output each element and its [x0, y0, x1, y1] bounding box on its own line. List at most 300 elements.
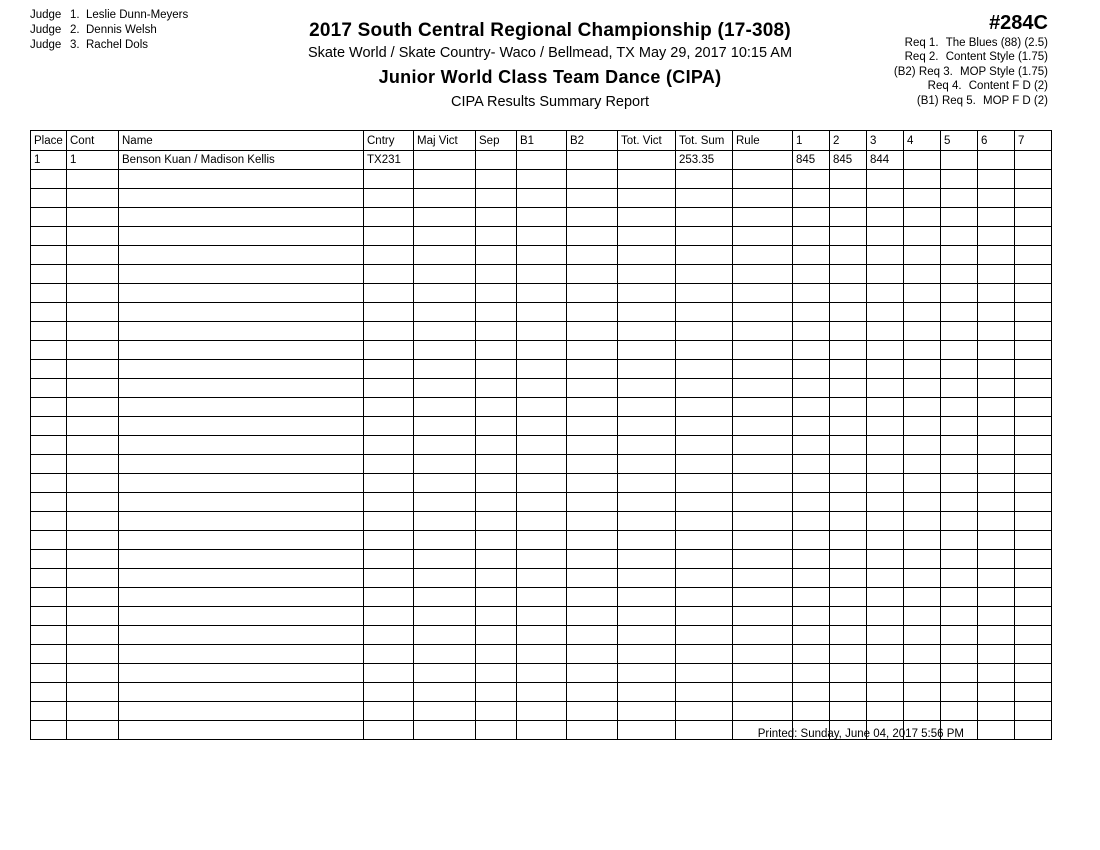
cell-rule: [733, 683, 793, 702]
cell-b1: [517, 455, 567, 474]
cell-b2: [567, 493, 618, 512]
cell-j7: [1015, 398, 1052, 417]
cell-j6: [978, 683, 1015, 702]
cell-totvict: [618, 645, 676, 664]
cell-cont: [67, 683, 119, 702]
table-row-empty[interactable]: [31, 189, 1052, 208]
cell-j4: [904, 474, 941, 493]
cell-j4: [904, 170, 941, 189]
cell-j3: [867, 664, 904, 683]
cell-cont: [67, 645, 119, 664]
cell-sep: [476, 379, 517, 398]
cell-place: [31, 626, 67, 645]
cell-cntry: [364, 702, 414, 721]
cell-j2: [830, 493, 867, 512]
cell-j6: [978, 569, 1015, 588]
cell-place: [31, 531, 67, 550]
cell-place: [31, 664, 67, 683]
cell-totsum: [676, 322, 733, 341]
table-row-empty[interactable]: [31, 303, 1052, 322]
cell-b1: [517, 170, 567, 189]
cell-j4: [904, 702, 941, 721]
table-row-empty[interactable]: [31, 664, 1052, 683]
cell-totvict: [618, 683, 676, 702]
cell-rule: [733, 265, 793, 284]
cell-name: [119, 607, 364, 626]
column-header-sep: Sep: [476, 131, 517, 151]
judge-number: 3.: [70, 39, 80, 51]
cell-b2: [567, 246, 618, 265]
column-header-j1: 1: [793, 131, 830, 151]
cell-majvict: [414, 664, 476, 683]
cell-name: Benson Kuan / Madison Kellis: [119, 151, 364, 170]
cell-j2: [830, 664, 867, 683]
cell-j1: [793, 588, 830, 607]
cell-majvict: [414, 474, 476, 493]
cell-totvict: [618, 170, 676, 189]
cell-cntry: [364, 683, 414, 702]
table-row-empty[interactable]: [31, 531, 1052, 550]
table-row-empty[interactable]: [31, 569, 1052, 588]
cell-j6: [978, 417, 1015, 436]
cell-totvict: [618, 436, 676, 455]
cell-b2: [567, 512, 618, 531]
table-row-empty[interactable]: [31, 360, 1052, 379]
cell-j2: [830, 474, 867, 493]
cell-b1: [517, 322, 567, 341]
cell-name: [119, 550, 364, 569]
cell-cntry: [364, 721, 414, 740]
cell-j2: [830, 436, 867, 455]
judge-name: Leslie Dunn-Meyers: [86, 9, 189, 21]
cell-j3: [867, 645, 904, 664]
cell-j3: [867, 360, 904, 379]
cell-totvict: [618, 417, 676, 436]
cell-j6: [978, 550, 1015, 569]
cell-j3: [867, 569, 904, 588]
cell-rule: [733, 170, 793, 189]
cell-rule: [733, 493, 793, 512]
cell-j3: [867, 436, 904, 455]
cell-j1: 845: [793, 151, 830, 170]
cell-b2: [567, 455, 618, 474]
cell-totsum: [676, 607, 733, 626]
cell-b2: [567, 208, 618, 227]
cell-totsum: [676, 208, 733, 227]
cell-j6: [978, 607, 1015, 626]
cell-totvict: [618, 360, 676, 379]
cell-place: [31, 474, 67, 493]
cell-rule: [733, 379, 793, 398]
cell-j4: [904, 645, 941, 664]
table-row-empty[interactable]: [31, 626, 1052, 645]
cell-j7: [1015, 208, 1052, 227]
cell-j2: [830, 208, 867, 227]
cell-j7: [1015, 189, 1052, 208]
table-row-empty[interactable]: [31, 284, 1052, 303]
cell-totsum: [676, 702, 733, 721]
cell-cont: [67, 569, 119, 588]
cell-cntry: [364, 341, 414, 360]
requirement-item: [873, 65, 1048, 80]
cell-b2: [567, 436, 618, 455]
table-row-empty[interactable]: [31, 227, 1052, 246]
cell-majvict: [414, 531, 476, 550]
table-row-empty[interactable]: [31, 645, 1052, 664]
table-row-empty[interactable]: [31, 417, 1052, 436]
cell-totvict: [618, 569, 676, 588]
cell-j1: [793, 702, 830, 721]
cell-totsum: [676, 284, 733, 303]
cell-rule: [733, 151, 793, 170]
column-header-totsum: Tot. Sum: [676, 131, 733, 151]
cell-sep: [476, 455, 517, 474]
cell-cntry: [364, 227, 414, 246]
cell-majvict: [414, 607, 476, 626]
cell-j7: [1015, 322, 1052, 341]
cell-name: [119, 189, 364, 208]
cell-j5: [941, 417, 978, 436]
cell-totsum: [676, 721, 733, 740]
cell-place: [31, 455, 67, 474]
cell-cntry: TX231: [364, 151, 414, 170]
cell-sep: [476, 417, 517, 436]
cell-totsum: [676, 265, 733, 284]
table-row-empty[interactable]: [31, 436, 1052, 455]
cell-cntry: [364, 512, 414, 531]
cell-j5: [941, 360, 978, 379]
cell-j1: [793, 227, 830, 246]
cell-j6: [978, 303, 1015, 322]
cell-b1: [517, 398, 567, 417]
cell-j2: [830, 607, 867, 626]
cell-rule: [733, 474, 793, 493]
cell-j6: [978, 493, 1015, 512]
cell-cont: [67, 702, 119, 721]
cell-b2: [567, 265, 618, 284]
championship-title: 2017 South Central Regional Championship (17-308): [309, 20, 791, 41]
table-row-empty[interactable]: [31, 493, 1052, 512]
cell-totsum: [676, 550, 733, 569]
cell-sep: [476, 664, 517, 683]
table-row-empty[interactable]: [31, 398, 1052, 417]
cell-sep: [476, 341, 517, 360]
cell-j3: [867, 455, 904, 474]
cell-j1: [793, 436, 830, 455]
cell-j3: [867, 341, 904, 360]
cell-j2: [830, 512, 867, 531]
cell-totvict: [618, 550, 676, 569]
cell-cntry: [364, 303, 414, 322]
table-row-empty[interactable]: [31, 550, 1052, 569]
printed-timestamp: Printed: Sunday, June 04, 2017 5:56 PM: [757, 728, 964, 740]
cell-rule: [733, 417, 793, 436]
cell-majvict: [414, 341, 476, 360]
cell-sep: [476, 721, 517, 740]
cell-totsum: [676, 189, 733, 208]
cell-j4: [904, 208, 941, 227]
table-row-empty[interactable]: [31, 322, 1052, 341]
cell-rule: [733, 664, 793, 683]
cell-cont: 1: [67, 151, 119, 170]
cell-j4: [904, 303, 941, 322]
cell-j3: [867, 550, 904, 569]
cell-totvict: [618, 588, 676, 607]
cell-majvict: [414, 512, 476, 531]
venue-datetime: Skate World / Skate Country- Waco / Bellmead, TX May 29, 2017 10:15 AM: [307, 45, 793, 61]
cell-b2: [567, 360, 618, 379]
cell-b1: [517, 626, 567, 645]
column-header-j5: 5: [941, 131, 978, 151]
cell-j6: [978, 208, 1015, 227]
cell-totvict: [618, 398, 676, 417]
requirement-number: Req 1.: [904, 36, 939, 49]
column-header-j7: 7: [1015, 131, 1052, 151]
cell-j5: [941, 512, 978, 531]
cell-sep: [476, 702, 517, 721]
cell-sep: [476, 607, 517, 626]
cell-j3: 844: [867, 151, 904, 170]
requirement-number: Req 3.: [918, 65, 953, 78]
cell-cntry: [364, 417, 414, 436]
cell-name: [119, 531, 364, 550]
cell-place: [31, 702, 67, 721]
table-row-empty[interactable]: [31, 455, 1052, 474]
cell-j2: [830, 588, 867, 607]
cell-j2: [830, 379, 867, 398]
cell-j7: [1015, 265, 1052, 284]
cell-cntry: [364, 531, 414, 550]
cell-j4: [904, 151, 941, 170]
cell-majvict: [414, 398, 476, 417]
requirement-prefix: (B1): [916, 94, 939, 107]
cell-b2: [567, 227, 618, 246]
cell-sep: [476, 436, 517, 455]
cell-totvict: [618, 512, 676, 531]
cell-j5: [941, 151, 978, 170]
cell-j4: [904, 379, 941, 398]
cell-totvict: [618, 379, 676, 398]
cell-j4: [904, 512, 941, 531]
cell-j7: [1015, 683, 1052, 702]
cell-place: [31, 398, 67, 417]
cell-totsum: [676, 626, 733, 645]
cell-j5: [941, 645, 978, 664]
cell-j2: [830, 170, 867, 189]
cell-j5: [941, 664, 978, 683]
cell-name: [119, 436, 364, 455]
cell-j2: [830, 626, 867, 645]
cell-cont: [67, 303, 119, 322]
table-row-empty[interactable]: [31, 588, 1052, 607]
cell-j6: [978, 721, 1015, 740]
cell-sep: [476, 265, 517, 284]
cell-j5: [941, 455, 978, 474]
cell-j6: [978, 360, 1015, 379]
cell-j7: [1015, 170, 1052, 189]
cell-cont: [67, 721, 119, 740]
cell-cont: [67, 170, 119, 189]
cell-majvict: [414, 303, 476, 322]
requirement-item: [873, 36, 1048, 51]
cell-cntry: [364, 626, 414, 645]
cell-j4: [904, 417, 941, 436]
cell-rule: [733, 436, 793, 455]
cell-j3: [867, 531, 904, 550]
table-row[interactable]: [31, 151, 1052, 170]
cell-name: [119, 664, 364, 683]
cell-b1: [517, 607, 567, 626]
cell-cntry: [364, 455, 414, 474]
cell-j3: [867, 303, 904, 322]
table-row-empty[interactable]: [31, 512, 1052, 531]
column-header-b1: B1: [517, 131, 567, 151]
table-row-empty[interactable]: [31, 607, 1052, 626]
cell-rule: [733, 227, 793, 246]
cell-j4: [904, 550, 941, 569]
cell-j5: [941, 341, 978, 360]
cell-j2: [830, 322, 867, 341]
cell-cont: [67, 512, 119, 531]
requirement-prefix: (B2): [893, 65, 916, 78]
cell-cntry: [364, 208, 414, 227]
cell-j2: [830, 550, 867, 569]
cell-cont: [67, 607, 119, 626]
cell-rule: [733, 246, 793, 265]
cell-j5: [941, 588, 978, 607]
cell-j4: [904, 683, 941, 702]
table-row-empty[interactable]: [31, 265, 1052, 284]
cell-place: [31, 303, 67, 322]
table-row-empty[interactable]: [31, 170, 1052, 189]
cell-rule: [733, 645, 793, 664]
cell-j7: [1015, 626, 1052, 645]
cell-name: [119, 645, 364, 664]
cell-j6: [978, 645, 1015, 664]
cell-totvict: [618, 474, 676, 493]
cell-j5: [941, 702, 978, 721]
cell-name: [119, 702, 364, 721]
requirement-item: [873, 94, 1048, 109]
cell-rule: [733, 208, 793, 227]
cell-cntry: [364, 322, 414, 341]
cell-b2: [567, 607, 618, 626]
cell-j5: [941, 208, 978, 227]
cell-totvict: [618, 702, 676, 721]
table-row-empty[interactable]: [31, 702, 1052, 721]
cell-b2: [567, 683, 618, 702]
table-row-empty[interactable]: [31, 379, 1052, 398]
cell-place: [31, 208, 67, 227]
cell-j7: [1015, 664, 1052, 683]
cell-name: [119, 246, 364, 265]
cell-j6: [978, 265, 1015, 284]
cell-sep: [476, 151, 517, 170]
cell-place: [31, 189, 67, 208]
cell-rule: [733, 550, 793, 569]
cell-cont: [67, 493, 119, 512]
cell-b1: [517, 341, 567, 360]
table-row-empty[interactable]: [31, 246, 1052, 265]
cell-cntry: [364, 588, 414, 607]
cell-totsum: [676, 246, 733, 265]
cell-place: [31, 645, 67, 664]
cell-cont: [67, 360, 119, 379]
cell-sep: [476, 474, 517, 493]
cell-j3: [867, 683, 904, 702]
judge-name: Rachel Dols: [86, 39, 148, 51]
cell-majvict: [414, 417, 476, 436]
cell-j7: [1015, 436, 1052, 455]
cell-j5: [941, 303, 978, 322]
cell-j5: [941, 227, 978, 246]
cell-name: [119, 360, 364, 379]
cell-name: [119, 303, 364, 322]
table-row-empty[interactable]: [31, 208, 1052, 227]
table-row-empty[interactable]: [31, 683, 1052, 702]
cell-b1: [517, 227, 567, 246]
cell-majvict: [414, 550, 476, 569]
cell-j5: [941, 379, 978, 398]
cell-majvict: [414, 588, 476, 607]
cell-cntry: [364, 436, 414, 455]
cell-j7: [1015, 227, 1052, 246]
cell-j5: [941, 626, 978, 645]
column-header-j6: 6: [978, 131, 1015, 151]
cell-sep: [476, 569, 517, 588]
cell-j7: [1015, 645, 1052, 664]
cell-totvict: [618, 246, 676, 265]
cell-cont: [67, 398, 119, 417]
cell-b2: [567, 189, 618, 208]
cell-b1: [517, 417, 567, 436]
cell-b1: [517, 265, 567, 284]
cell-j6: [978, 322, 1015, 341]
cell-place: [31, 683, 67, 702]
cell-totvict: [618, 626, 676, 645]
cell-totsum: [676, 341, 733, 360]
cell-j1: [793, 455, 830, 474]
cell-j4: [904, 284, 941, 303]
cell-place: [31, 493, 67, 512]
cell-j1: [793, 246, 830, 265]
cell-name: [119, 588, 364, 607]
cell-j6: [978, 227, 1015, 246]
cell-majvict: [414, 379, 476, 398]
cell-b2: [567, 322, 618, 341]
cell-b1: [517, 550, 567, 569]
cell-sep: [476, 322, 517, 341]
cell-majvict: [414, 227, 476, 246]
cell-j4: [904, 322, 941, 341]
cell-cntry: [364, 474, 414, 493]
cell-majvict: [414, 170, 476, 189]
table-row-empty[interactable]: [31, 341, 1052, 360]
cell-b2: [567, 702, 618, 721]
table-row-empty[interactable]: [31, 474, 1052, 493]
cell-j7: [1015, 341, 1052, 360]
cell-name: [119, 341, 364, 360]
cell-j5: [941, 322, 978, 341]
cell-name: [119, 455, 364, 474]
cell-place: [31, 588, 67, 607]
requirement-text: MOP F D (2): [983, 94, 1048, 107]
cell-place: [31, 607, 67, 626]
cell-sep: [476, 227, 517, 246]
cell-j2: 845: [830, 151, 867, 170]
cell-totvict: [618, 227, 676, 246]
cell-j2: [830, 303, 867, 322]
